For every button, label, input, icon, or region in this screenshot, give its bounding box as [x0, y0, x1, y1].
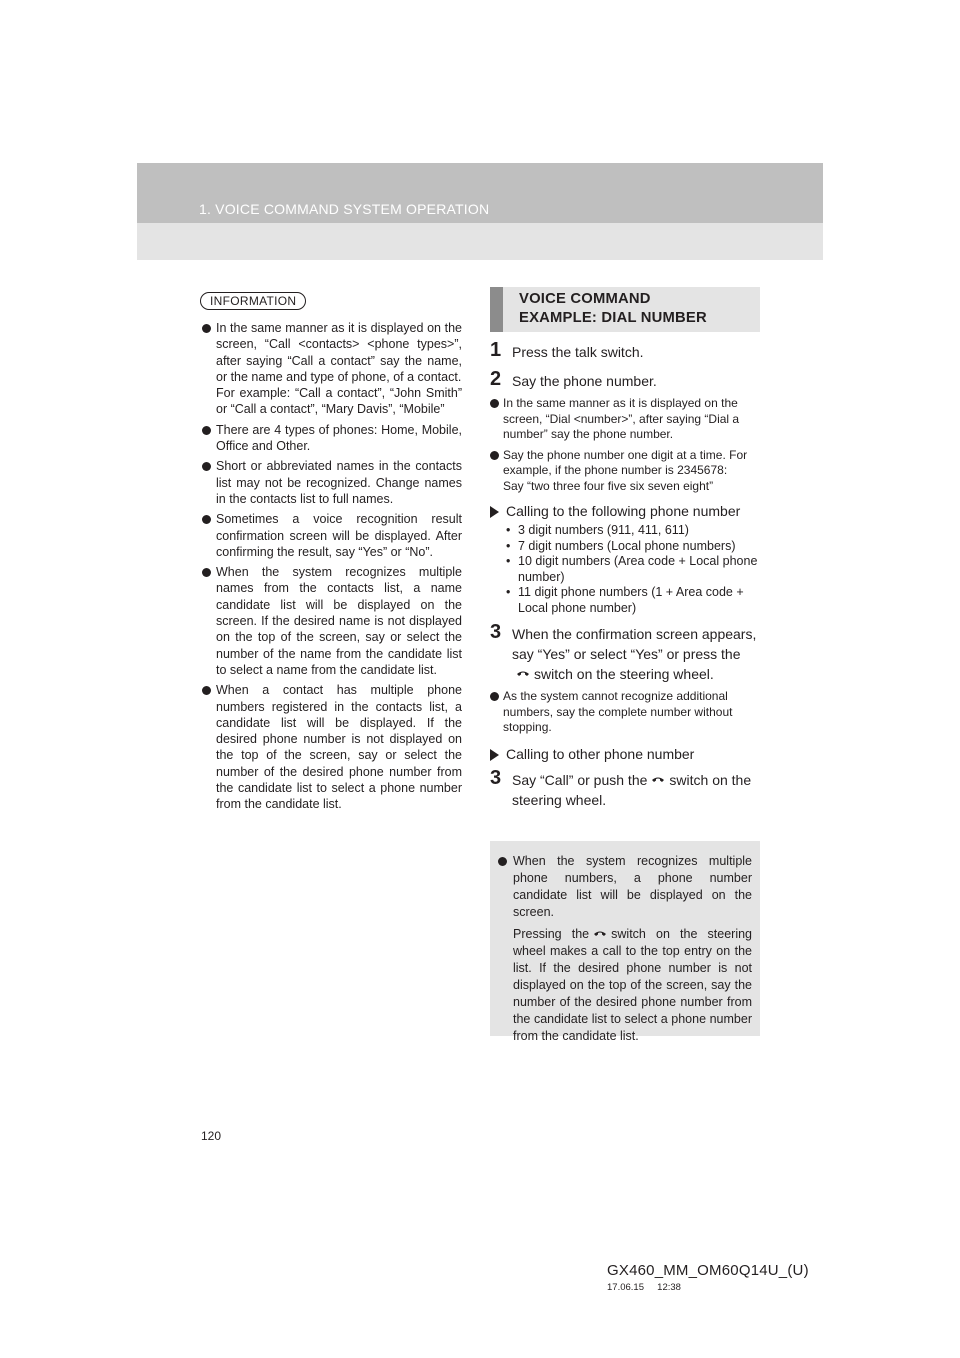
information-item — [202, 320, 462, 418]
step-text-end: switch on the steering wheel. — [512, 771, 752, 808]
list-item-text: 10 digit numbers (Area code + Local phone number) — [518, 554, 758, 584]
step-text: When the confirmation screen appears, say “Yes” or select “Yes” or press the — [512, 626, 757, 662]
information-column — [202, 292, 462, 813]
information-item — [202, 564, 462, 678]
step-number: 2 — [490, 368, 502, 390]
note-paragraph — [498, 853, 752, 921]
note-box-text-end: switch on the steering wheel makes a call to the top entry on the list. If the desired phone number is not displayed on the top of the screen, say the number of the desired phone number from the candidate list to select a phone number from the candidate list. — [513, 927, 752, 1043]
phone-icon — [651, 776, 665, 786]
bullet-icon — [498, 857, 507, 866]
note-box-text: When the system recognizes multiple phone numbers, a phone number candidate list will be displayed on the screen. — [513, 854, 752, 919]
information-text: Short or abbreviated names in the contacts list may not be recognized. Change names in the contacts list to full names. — [216, 459, 462, 506]
document-timestamp: 17.06.15 12:38 — [607, 1282, 681, 1293]
list-item — [506, 554, 760, 585]
example-title-line1: VOICE COMMAND — [519, 291, 651, 307]
step-text: Say “Call” or push the — [512, 771, 648, 788]
example-title-box — [490, 287, 760, 332]
note-box — [490, 841, 760, 1043]
list-item — [506, 523, 760, 539]
bullet-icon — [202, 324, 211, 333]
list-item-text: 7 digit numbers (Local phone numbers) — [518, 538, 736, 553]
bullet-mark: • — [506, 523, 511, 537]
step-number: 3 — [490, 621, 502, 643]
bullet-icon — [202, 568, 211, 577]
example-title-line2: EXAMPLE: DIAL NUMBER — [519, 310, 707, 326]
step-3 — [490, 621, 760, 684]
bullet-icon — [202, 686, 211, 695]
information-item — [202, 682, 462, 812]
phone-icon — [593, 930, 607, 940]
note-paragraph — [498, 926, 752, 1045]
bullet-mark: • — [506, 538, 511, 553]
note-box-text: Pressing the — [513, 927, 590, 941]
information-item — [202, 422, 462, 455]
step-2 — [490, 368, 760, 391]
information-text: Sometimes a voice recognition result confirmation screen will be displayed. After confirming the result, say “Yes” or “No”. — [216, 512, 462, 559]
step-note — [490, 396, 760, 443]
step-text: Press the talk switch. — [512, 344, 644, 360]
list-item-text: 11 digit phone numbers (1 + Area code + Local phone number) — [518, 585, 744, 615]
step-note — [490, 689, 760, 736]
list-item — [506, 539, 760, 555]
case-heading-text: Calling to other phone number — [506, 745, 695, 762]
arrow-icon — [490, 506, 499, 518]
note-text: Say the phone number one digit at a time. For example, if the phone number is 2345678: Say “two three four five six seven eight” — [503, 447, 748, 493]
note-text: As the system cannot recognize additional numbers, say the complete number without stopping. — [503, 689, 733, 734]
list-item-text: 3 digit numbers (911, 411, 611) — [518, 523, 689, 537]
information-text: When a contact has multiple phone numbers registered in the contacts list, a candidate list will be displayed. If the desired phone number is not displayed on the top of the screen, say or select the number of the desired phone number from the candidate list to select a phone number from the candidate list. — [216, 683, 462, 812]
document-code: GX460_MM_OM60Q14U_(U) — [607, 1262, 809, 1279]
phone-icon — [516, 670, 530, 680]
case-heading — [490, 745, 760, 764]
information-text: When the system recognizes multiple names from the contacts list, a name candidate list will be displayed on the screen. If the desired name is not displayed on the top of the screen, say or select the number of the name from the candidate list to select a name from the candidate list. — [216, 565, 462, 677]
step-number: 3 — [490, 766, 502, 789]
step-note — [490, 448, 760, 495]
bullet-icon — [202, 426, 211, 435]
information-text: There are 4 types of phones: Home, Mobile, Office and Other. — [216, 422, 462, 454]
step-text: Say the phone number. — [512, 373, 657, 389]
information-item — [202, 458, 462, 507]
step-1 — [490, 339, 760, 362]
title-accent-bar — [490, 287, 503, 332]
bullet-icon — [202, 462, 211, 471]
example-column — [490, 287, 760, 810]
section-title: 1. VOICE COMMAND SYSTEM OPERATION — [199, 201, 490, 217]
step-number: 1 — [490, 339, 502, 361]
phone-number-types-list — [490, 523, 760, 616]
page-number: 120 — [201, 1129, 222, 1143]
case-heading — [490, 502, 760, 521]
bullet-icon — [490, 399, 499, 408]
bullet-mark: • — [506, 585, 511, 599]
information-item — [202, 511, 462, 560]
bullet-icon — [490, 692, 499, 701]
case-heading-text: Calling to the following phone number — [506, 503, 741, 519]
note-text: In the same manner as it is displayed on the screen, “Dial <number>”, after saying “Dial a number” say the phone number. — [503, 396, 740, 441]
information-badge: INFORMATION — [200, 292, 306, 310]
list-item — [506, 585, 760, 616]
information-text: In the same manner as it is displayed on the screen, “Call <contacts> <phone types>”, after saying “Call a contact” say the name, or the name and type of phone, of a contact. For example: “Call a contact”, “John Smith” or “Call a contact”, “Mary Davis”, “Mobile” — [216, 321, 462, 417]
bullet-icon — [490, 451, 499, 460]
header-strip — [137, 163, 823, 223]
step-text-end: switch on the steering wheel. — [534, 666, 714, 682]
arrow-icon — [490, 749, 499, 761]
header-band — [137, 163, 823, 260]
bullet-icon — [202, 515, 211, 524]
step-3-alt — [490, 766, 760, 810]
bullet-mark: • — [506, 554, 511, 568]
